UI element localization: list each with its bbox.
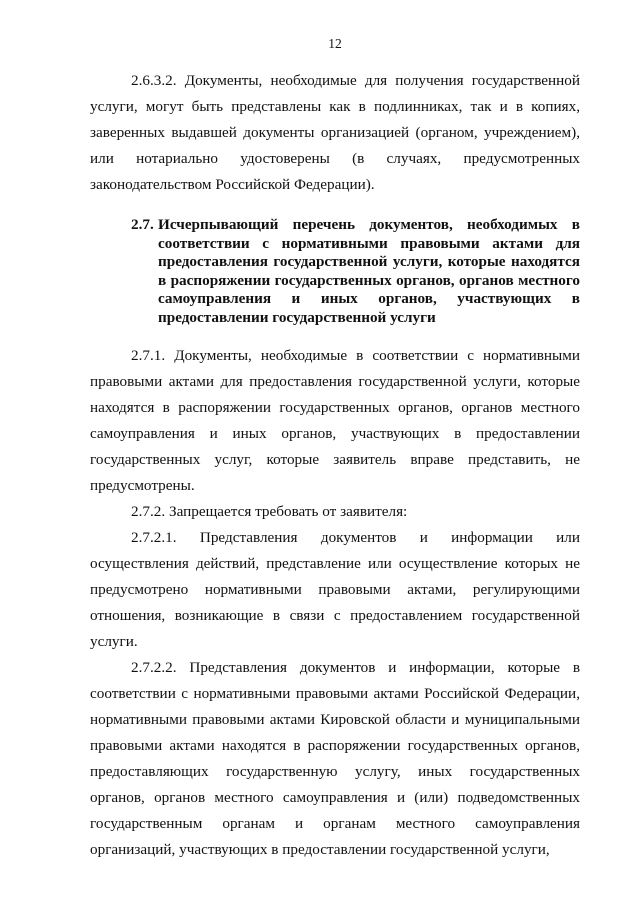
section-heading-text: Исчерпывающий перечень документов, необходимых в соответствии с нормативными правовыми актами для предоставления государственной услуги, которые находятся в распоряжении государственных органов, органов местного самоуправления и иных органов, участвующих в предоставлении государственной услуги: [158, 216, 580, 326]
paragraph-2-7-2: 2.7.2. Запрещается требовать от заявителя:: [131, 503, 408, 520]
section-heading: [90, 216, 580, 327]
section-heading-number: 2.7.: [131, 216, 154, 233]
document-body: [90, 68, 580, 863]
paragraph-2-7-1: 2.7.1. Документы, необходимые в соответствии с нормативными правовыми актами для предоставления государственной услуги, которые находятся в распоряжении государственных органов, органов местного самоуправления и иных органов, участвующих в предоставлении государственных услуг, которые заявитель вправе представить, не предусмотрены.: [90, 347, 580, 494]
page-number: 12: [328, 36, 342, 51]
paragraph-2-7-2-1: 2.7.2.1. Представления документов и информации или осуществления действий, представление или осуществление которых не предусмотрено нормативными правовыми актами, регулирующими отношения, возникающие в связи с предоставлением государственной услуги.: [90, 529, 580, 650]
paragraph-2-7-2-2: 2.7.2.2. Представления документов и информации, которые в соответствии с нормативными правовыми актами Российской Федерации, нормативными правовыми актами Кировской области и муниципальными правовыми актами находятся в распоряжении государственных органов, предоставляющих государственную услугу, иных государственных органов, органов местного самоуправления и (или) подведомственных государственным органам и органам местного самоуправления организаций, участвующих в предоставлении государственной услуги,: [90, 659, 580, 858]
paragraph-2-6-3-2: 2.6.3.2. Документы, необходимые для получения государственной услуги, могут быть представлены как в подлинниках, так и в копиях, заверенных выдавшей документы организацией (органом, учреждением), или нотариально удостоверены (в случаях, предусмотренных законодательством Российской Федерации).: [90, 72, 580, 193]
